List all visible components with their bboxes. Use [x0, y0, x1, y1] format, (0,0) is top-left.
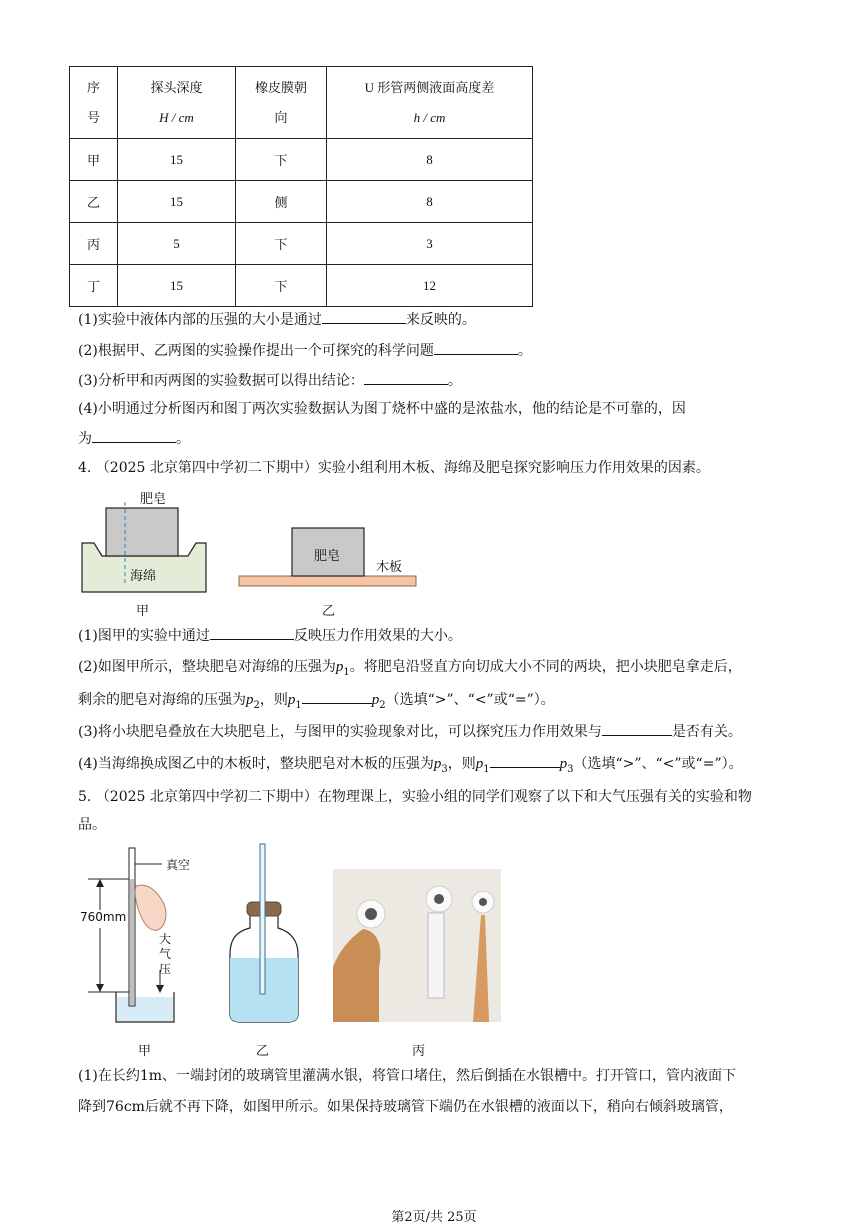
text: ，则 [259, 692, 288, 708]
mercury-column [130, 879, 134, 1005]
suction-cup-3-center [479, 898, 487, 906]
q3-part4-cont [78, 428, 190, 449]
cell: 下 [236, 139, 327, 181]
var: p [475, 756, 484, 772]
q5-title-cont: 品。 [78, 817, 106, 833]
var: p [246, 692, 254, 708]
cell: 15 [118, 181, 236, 223]
q4-part3 [78, 721, 742, 742]
white-hook [428, 913, 444, 998]
answer-blank[interactable] [434, 340, 518, 355]
bottle-figure [226, 842, 301, 1024]
subscript: 1 [483, 763, 490, 775]
text: 来反映的。 [405, 312, 476, 328]
subscript: 3 [567, 763, 574, 775]
text: 是否有关。 [671, 724, 742, 740]
answer-blank[interactable] [364, 370, 448, 385]
soap-label-2: 肥皂 [314, 549, 341, 564]
answer-blank[interactable] [602, 721, 672, 736]
text: 。 [176, 431, 190, 447]
header-text: 号 [86, 109, 100, 125]
text: 。 [517, 343, 532, 359]
subscript: 2 [379, 699, 386, 711]
cell: 5 [118, 223, 236, 265]
header-text: 橡皮膜朝 [254, 79, 307, 95]
wood-board [239, 576, 416, 586]
cell: 12 [327, 265, 533, 307]
subscript: 3 [441, 763, 448, 775]
table-row [70, 139, 533, 181]
q4-part4 [78, 753, 743, 780]
cell: 丙 [70, 223, 118, 265]
text: (4)当海绵换成图乙中的木板时，整块肥皂对木板的压强为 [78, 756, 434, 772]
text: 剩余的肥皂对海绵的压强为 [78, 692, 246, 708]
text: 。将肥皂沿竖直方向切成大小不同的两块，把小块肥皂拿走后， [349, 659, 742, 675]
soap-block [106, 508, 178, 556]
header-text: U 形管两侧液面高度差 [364, 79, 495, 95]
text: ，则 [447, 756, 476, 772]
page-footer: 第2页/共 25页 [391, 1210, 477, 1225]
cell: 15 [118, 265, 236, 307]
header-index [70, 67, 118, 139]
text: (1)实验中液体内部的压强的大小是通过 [78, 312, 322, 328]
hand-shape [135, 885, 166, 930]
soap-label: 肥皂 [140, 492, 167, 507]
vacuum-label: 真空 [166, 858, 191, 872]
answer-blank[interactable] [322, 309, 406, 324]
height-label: 760mm [80, 910, 127, 924]
table-row [70, 223, 533, 265]
text: 反映压力作用效果的大小。 [293, 628, 462, 644]
q3-part3 [78, 370, 462, 391]
header-depth [118, 67, 236, 139]
subscript: 1 [343, 666, 350, 678]
board-label: 木板 [376, 560, 403, 575]
q4-part2-cont [78, 689, 555, 716]
answer-blank[interactable] [302, 689, 372, 704]
atm-label-1: 大 [159, 932, 172, 946]
text: 。 [447, 373, 462, 389]
text: (3)将小块肥皂叠放在大块肥皂上，与图甲的实验现象对比，可以探究压力作用效果与 [78, 724, 602, 740]
data-table [69, 66, 533, 307]
figure-caption-yi: 乙 [256, 1044, 270, 1059]
suction-cup-2-center [434, 894, 444, 904]
text: (2)根据甲、乙两图的实验操作提出一个可探究的科学问题 [78, 343, 434, 359]
text: （选填“>”、“<”或“=”）。 [573, 756, 743, 772]
cell: 15 [118, 139, 236, 181]
cell: 侧 [236, 181, 327, 223]
header-text: H / cm [159, 109, 194, 125]
figure-caption-bing: 丙 [412, 1044, 426, 1059]
header-text: 探头深度 [150, 79, 203, 95]
text: (3)分析甲和丙两图的实验数据可以得出结论： [78, 373, 364, 389]
cell: 8 [327, 139, 533, 181]
sponge-label: 海绵 [130, 569, 157, 584]
var: p [371, 692, 380, 708]
q3-part4: (4)小明通过分析图丙和图丁两次实验数据认为图丁烧杯中盛的是浓盐水，他的结论是不可靠的，因 [78, 401, 686, 417]
q5-part1: (1)在长约1m、一端封闭的玻璃管里灌满水银，将管口堵住，然后倒插在水银槽中。打开管口，管内液面下 [78, 1068, 737, 1084]
subscript: 1 [295, 699, 302, 711]
q4-part2 [78, 657, 742, 683]
header-text: 序 [86, 79, 100, 95]
soap-figure [78, 488, 423, 616]
var: p [433, 756, 442, 772]
var: p [335, 659, 344, 675]
text: 为 [78, 431, 92, 447]
header-direction [236, 67, 327, 139]
cell: 丁 [70, 265, 118, 307]
q3-part1 [78, 309, 476, 330]
text: (2)如图甲所示，整块肥皂对海绵的压强为 [78, 659, 336, 675]
suction-hooks-photo [333, 869, 501, 1022]
arrow-head-down [96, 984, 104, 992]
figure-caption-yi: 乙 [322, 604, 336, 619]
suction-cup-1-center [365, 908, 377, 920]
cell: 甲 [70, 139, 118, 181]
cell: 乙 [70, 181, 118, 223]
trough-liquid [117, 997, 173, 1021]
q5-part1-cont: 降到76cm后就不再下降，如图甲所示。如果保持玻璃管下端仍在水银槽的液面以下，稍向右倾斜玻璃管， [78, 1099, 733, 1115]
q5-title: 5. （2025 北京第四中学初二下期中）在物理课上，实验小组的同学们观察了以下和大气压强有关的实验和物 [78, 789, 752, 805]
atm-label-2: 气 [159, 947, 172, 961]
header-height-diff [327, 67, 533, 139]
var: p [559, 756, 568, 772]
bottle-glass-tube [260, 844, 265, 994]
table-row [70, 181, 533, 223]
figure-caption-jia: 甲 [136, 604, 150, 619]
cell: 下 [236, 265, 327, 307]
answer-blank[interactable] [92, 428, 176, 443]
q4-part1 [78, 625, 462, 646]
var: p [287, 692, 296, 708]
text: (1)图甲的实验中通过 [78, 628, 210, 644]
answer-blank[interactable] [490, 753, 560, 768]
text: （选填“>”、“<”或“=”）。 [385, 692, 555, 708]
q3-part2 [78, 340, 532, 361]
atm-arrow-head [156, 985, 164, 993]
atm-label-3: 压 [159, 962, 172, 976]
header-text: h / cm [413, 109, 446, 125]
figure-caption-jia: 甲 [138, 1044, 152, 1059]
table-row [70, 265, 533, 307]
subscript: 2 [253, 699, 260, 711]
cell: 8 [327, 181, 533, 223]
answer-blank[interactable] [210, 625, 294, 640]
header-text: 向 [274, 109, 288, 125]
q4-title: 4. （2025 北京第四中学初二下期中）实验小组利用木板、海绵及肥皂探究影响压力作用效果的因素。 [78, 460, 710, 476]
cell: 3 [327, 223, 533, 265]
arrow-head-up [96, 879, 104, 887]
cell: 下 [236, 223, 327, 265]
